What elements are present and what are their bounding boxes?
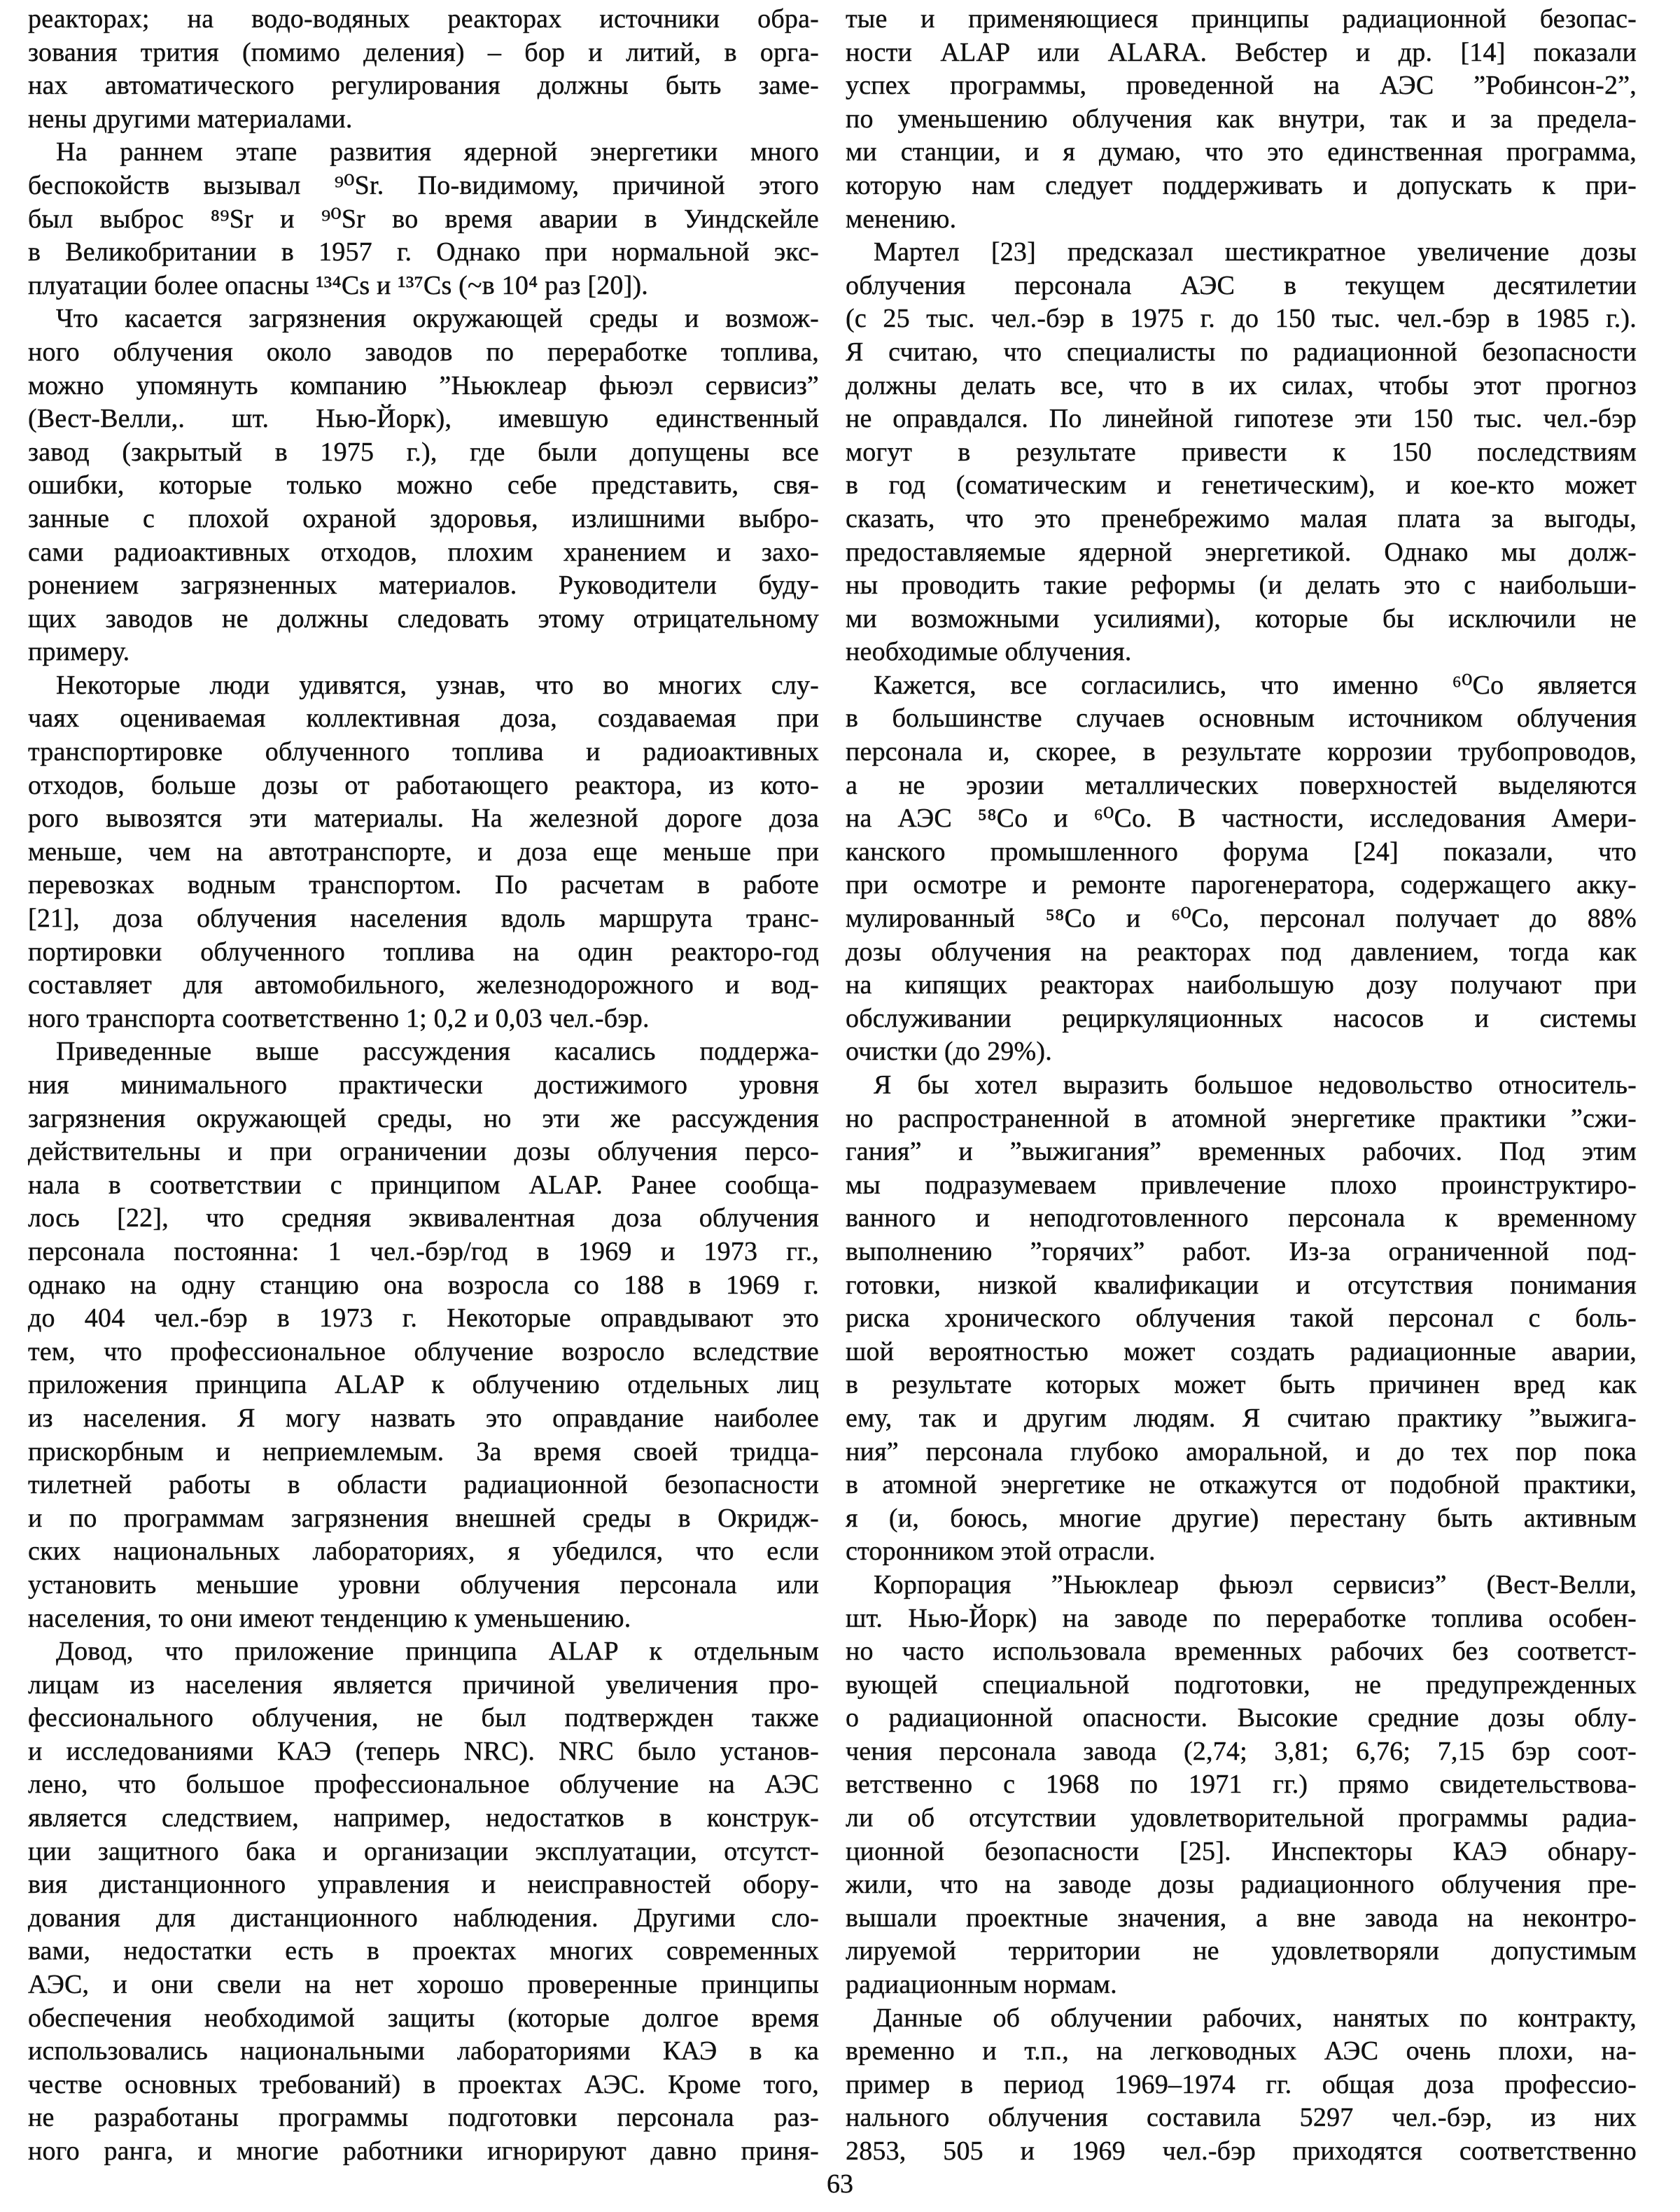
text-line: является следствием, например, недостатков в конструк- [28,1803,819,1833]
text-line: не оправдался. По линейной гипотезе эти 150 тыс. чел.-бэр [846,404,1637,434]
text-line: фессионального облучения, не был подтвержден также [28,1703,819,1733]
paragraph [846,236,1637,669]
text-line: на АЭС ⁵⁸Со и ⁶⁰Со. В частности, исследования Амери- [846,804,1637,834]
text-line: Я бы хотел выразить большое недовольство относитель- [874,1070,1637,1100]
text-line: населения, то они имеют тенденцию к уменьшению. [28,1603,631,1633]
text-line: загрязнения окружающей среды, но эти же рассуждения [28,1103,819,1133]
paragraph [846,1569,1637,2002]
text-line: честве основных требований) в проектах АЭС. Кроме того, [28,2069,819,2099]
text-line: (с 25 тыс. чел.-бэр в 1975 г. до 150 тыс. чел.-бэр в 1985 г.). [846,304,1637,334]
text-line: персонала постоянна: 1 чел.-бэр/год в 1969 и 1973 гг., [28,1236,819,1266]
text-line: успех программы, проведенной на АЭС ”Робинсон-2”, [846,71,1637,101]
text-line: нены другими материалами. [28,104,353,134]
text-line: персонала и, скорее, в результате коррозии трубопроводов, [846,737,1637,767]
text-line: приложения принципа ALAP к облучению отдельных лиц [28,1370,819,1400]
text-line: но часто использовала временных рабочих без соответст- [846,1637,1637,1667]
text-line: но распространенной в атомной энергетике практики ”сжи- [846,1103,1637,1133]
text-line: при осмотре и ремонте парогенератора, содержащего акку- [846,870,1637,900]
text-line: установить меньшие уровни облучения персонала или [28,1569,819,1600]
paragraph [846,669,1637,1069]
text-line: нах автоматического регулирования должны быть заме- [28,71,819,101]
text-line: чения персонала завода (2,74; 3,81; 6,76; 7,15 бэр соот- [846,1736,1637,1766]
text-line: обеспечения необходимой защиты (которые долгое время [28,2003,819,2033]
text-line: ми станции, и я думаю, что это единственная программа, [846,137,1637,167]
text-line: тем, что профессиональное облучение возросло вследствие [28,1336,819,1366]
text-line: риска хронического облучения такой персонал с боль- [846,1303,1637,1334]
text-line: [21], доза облучения населения вдоль маршрута транс- [28,904,819,934]
text-line: в атомной энергетике не откажутся от подобной практики, [846,1470,1637,1500]
text-line: ветственно с 1968 по 1971 гг.) прямо свидетельствова- [846,1770,1637,1800]
text-line: менению. [846,204,957,234]
text-line: ния” персонала глубоко аморальной, и до тех пор пока [846,1436,1637,1466]
text-line: ми возможными усилиями), которые бы исключили не [846,603,1637,634]
text-line: временно и т.п., на легководных АЭС очень плохи, на- [846,2036,1637,2066]
text-line: вами, недостатки есть в проектах многих современных [28,1936,819,1966]
text-line: по уменьшению облучения как внутри, так и за предела- [846,104,1637,134]
text-line: 2853, 505 и 1969 чел.-бэр приходятся соответственно [846,2136,1637,2166]
text-line: Корпорация ”Ньюклеар фьюэл сервисиз” (Вест-Велли, [874,1569,1637,1600]
text-line: ских национальных лабораториях, я убедился, что если [28,1536,819,1567]
text-line: мулированный ⁵⁸Со и ⁶⁰Со, персонал получает до 88% [846,904,1637,934]
text-line: ности ALAP или ALARA. Вебстер и др. [14] показали [846,37,1637,67]
text-line: сторонником этой отрасли. [846,1536,1156,1567]
text-line: ционной безопасности [25]. Инспекторы КАЭ обнару- [846,1836,1637,1866]
text-line: в год (соматическим и генетическим), и кое-кто может [846,470,1637,500]
text-line: АЭС, и они свели на нет хорошо проверенные принципы [28,1970,819,2000]
text-line: занные с плохой охраной здоровья, излишними выбро- [28,503,819,533]
text-line: шт. Нью-Йорк) на заводе по переработке топлива особен- [846,1603,1637,1633]
text-line: облучения персонала АЭС в текущем десятилетии [846,270,1637,300]
right-column [846,3,1637,2169]
text-line: перевозках водным транспортом. По расчетам в работе [28,870,819,900]
text-line: отходов, больше дозы от работающего реактора, из кото- [28,770,819,800]
text-line: тилетней работы в области радиационной безопасности [28,1470,819,1500]
text-line: нального облучения составила 5297 чел.-бэр, из них [846,2103,1637,2133]
text-line: а не эрозии металлических поверхностей выделяются [846,770,1637,800]
text-line: сказать, что это пренебрежимо малая плата за выгоды, [846,503,1637,533]
paragraph [28,136,819,302]
text-line: был выброс ⁸⁹Sr и ⁹⁰Sr во время аварии в Уиндскейле [28,204,819,234]
text-line: ли об отсутствии удовлетворительной программы радиа- [846,1803,1637,1833]
paragraph [28,3,819,136]
text-line: предоставляемые ядерной энергетикой. Однако мы долж- [846,537,1637,567]
text-line: ции защитного бака и организации эксплуатации, отсутст- [28,1836,819,1866]
text-line: вующей специальной подготовки, не предупрежденных [846,1670,1637,1700]
text-line: в большинстве случаев основным источником облучения [846,704,1637,734]
text-line: реакторах; на водо-водяных реакторах источники обра- [28,4,819,34]
text-line: составляет для автомобильного, железнодорожного и вод- [28,970,819,1000]
text-line: Данные об облучении рабочих, нанятых по контракту, [874,2003,1637,2033]
text-line: в результате которых может быть причинен вред как [846,1370,1637,1400]
text-line: в Великобритании в 1957 г. Однако при нормальной экс- [28,237,819,267]
text-line: канского промышленного форума [24] показали, что [846,836,1637,867]
text-line: щих заводов не должны следовать этому отрицательному [28,603,819,634]
paragraph [846,2002,1637,2169]
text-line: лось [22], что средняя эквивалентная доза облучения [28,1203,819,1233]
text-line: пример в период 1969–1974 гг. общая доза профессио- [846,2069,1637,2099]
text-line: дования для дистанционного наблюдения. Другими сло- [28,1903,819,1933]
page-number: 63 [827,2169,853,2199]
text-line: из населения. Я могу назвать это оправдание наиболее [28,1403,819,1433]
text-line: Некоторые люди удивятся, узнав, что во многих слу- [56,670,819,700]
paragraph [28,302,819,669]
text-line: можно упомянуть компанию ”Ньюклеар фьюэл сервисиз” [28,370,819,400]
text-line: прискорбным и неприемлемым. За время своей тридца- [28,1436,819,1466]
text-line: очистки (до 29%). [846,1037,1052,1067]
text-line: плуатации более опасны ¹³⁴Cs и ¹³⁷Cs (~в 10⁴ раз [20]). [28,270,649,300]
text-line: примеру. [28,637,130,667]
text-line: выполнению ”горячих” работ. Из-за ограниченной под- [846,1236,1637,1266]
text-line: ного ранга, и многие работники игнорируют давно приня- [28,2136,819,2166]
text-line: жили, что на заводе дозы радиационного облучения пре- [846,1870,1637,1900]
text-line: радиационным нормам. [846,1970,1117,2000]
text-line: до 404 чел.-бэр в 1973 г. Некоторые оправдывают это [28,1303,819,1334]
text-line: нала в соответствии с принципом ALAP. Ранее сообща- [28,1170,819,1200]
paragraph [846,3,1637,236]
text-line: Кажется, все согласились, что именно ⁶⁰Со является [874,670,1637,700]
text-line: дозы облучения на реакторах под давлением, тогда как [846,937,1637,967]
text-line: На раннем этапе развития ядерной энергетики много [56,137,819,167]
text-line: вия дистанционного управления и неисправностей обору- [28,1870,819,1900]
text-line: на кипящих реакторах наибольшую дозу получают при [846,970,1637,1000]
text-line: рого вывозятся эти материалы. На железной дороге доза [28,804,819,834]
paragraph [28,669,819,1036]
text-line: шой вероятностью может создать радиационные аварии, [846,1336,1637,1366]
text-line: гания” и ”выжигания” временных рабочих. Под этим [846,1137,1637,1167]
text-line: транспортировке облученного топлива и радиоактивных [28,737,819,767]
text-line: Я считаю, что специалисты по радиационной безопасности [846,337,1637,367]
text-line: обслуживании рециркуляционных насосов и системы [846,1003,1637,1033]
text-line: лируемой территории не удовлетворяли допустимым [846,1936,1637,1966]
paragraph [846,1069,1637,1569]
text-line: действительны и при ограничении дозы облучения персо- [28,1137,819,1167]
text-line: я (и, боюсь, многие другие) перестану быть активным [846,1503,1637,1533]
text-line: ны проводить такие реформы (и делать это с наибольши- [846,570,1637,601]
text-line: Приведенные выше рассуждения касались поддержа- [56,1037,819,1067]
text-line: не разработаны программы подготовки персонала раз- [28,2103,819,2133]
text-line: чаях оцениваемая коллективная доза, создаваемая при [28,704,819,734]
text-line: зования трития (помимо деления) – бор и литий, в орга- [28,37,819,67]
text-line: и исследованиями КАЭ (теперь NRC). NRC было установ- [28,1736,819,1766]
paragraph [28,1635,819,2169]
text-line: ванного и неподготовленного персонала к временному [846,1203,1637,1233]
text-line: о радиационной опасности. Высокие средние дозы облу- [846,1703,1637,1733]
text-line: ного облучения около заводов по переработке топлива, [28,337,819,367]
text-line: которую нам следует поддерживать и допускать к при- [846,170,1637,200]
text-line: лицам из населения является причиной увеличения про- [28,1670,819,1700]
paragraph [28,1035,819,1635]
text-line: меньше, чем на автотранспорте, и доза еще меньше при [28,836,819,867]
text-line: (Вест-Велли,. шт. Нью-Йорк), имевшую единственный [28,404,819,434]
text-line: сами радиоактивных отходов, плохим хранением и захо- [28,537,819,567]
text-line: должны делать все, что в их силах, чтобы этот прогноз [846,370,1637,400]
text-line: Что касается загрязнения окружающей среды и возмож- [56,304,819,334]
text-line: ему, так и другим людям. Я считаю практику ”выжига- [846,1403,1637,1433]
left-column [28,3,819,2169]
text-line: необходимые облучения. [846,637,1132,667]
text-line: Мартел [23] предсказал шестикратное увеличение дозы [874,237,1637,267]
text-line: тые и применяющиеся принципы радиационной безопас- [846,4,1637,34]
text-line: ошибки, которые только можно себе представить, свя- [28,470,819,500]
text-line: Довод, что приложение принципа ALAP к отдельным [56,1637,819,1667]
text-line: завод (закрытый в 1975 г.), где были допущены все [28,437,819,467]
text-line: лено, что большое профессиональное облучение на АЭС [28,1770,819,1800]
text-line: ного транспорта соответственно 1; 0,2 и 0,03 чел.-бэр. [28,1003,650,1033]
text-line: портировки облученного топлива на один реакторо-год [28,937,819,967]
text-line: и по программам загрязнения внешней среды в Окридж- [28,1503,819,1533]
text-line: ния минимального практически достижимого уровня [28,1070,819,1100]
text-line: готовки, низкой квалификации и отсутствия понимания [846,1270,1637,1300]
text-line: мы подразумеваем привлечение плохо проинструктиро- [846,1170,1637,1200]
text-line: могут в результате привести к 150 последствиям [846,437,1637,467]
text-line: использовались национальными лабораториями КАЭ в ка [28,2036,819,2066]
text-line: вышали проектные значения, а вне завода на неконтро- [846,1903,1637,1933]
text-line: беспокойств вызывал ⁹⁰Sr. По-видимому, причиной этого [28,170,819,200]
text-line: однако на одну станцию она возросла со 188 в 1969 г. [28,1270,819,1300]
text-line: ронением загрязненных материалов. Руководители буду- [28,570,819,601]
